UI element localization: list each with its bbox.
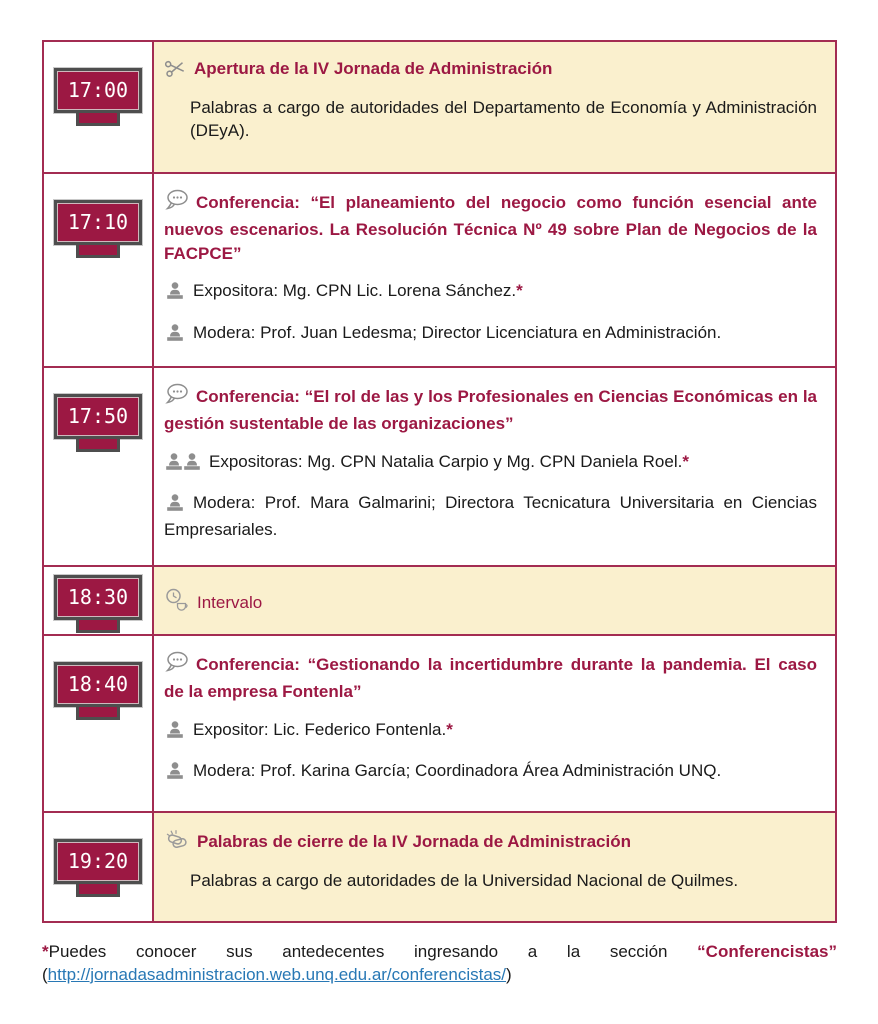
event-title: Palabras de cierre de la IV Jornada de Administración (197, 832, 631, 851)
event-cell (154, 42, 835, 172)
event-cell (154, 174, 835, 366)
detail-text: Modera: Prof. Karina García; Coordinadora Área Administración UNQ. (193, 761, 722, 781)
monitor-stand (76, 620, 120, 633)
time-cell (44, 42, 154, 172)
event-title-line (164, 383, 817, 436)
event-title-line (164, 57, 817, 84)
person-icon (164, 493, 186, 518)
schedule-row (44, 811, 835, 921)
event-title-line (164, 582, 817, 618)
event-title-line (164, 189, 817, 265)
monitor-stand (76, 707, 120, 720)
event-title: Conferencia: “Gestionando la incertidumbre durante la pandemia. El caso de la empresa Fontenla” (164, 655, 817, 702)
event-cell (154, 813, 835, 921)
schedule-row (44, 634, 835, 811)
monitor-icon (54, 68, 142, 126)
schedule-table (42, 40, 837, 923)
time-cell (44, 813, 154, 921)
footer-note (42, 941, 837, 987)
detail-text: Expositoras: Mg. CPN Natalia Carpio y Mg. CPN Daniela Roel. (209, 451, 683, 471)
monitor-icon (54, 200, 142, 258)
conferencistas-link[interactable]: http://jornadasadministracion.web.unq.edu.ar/conferencistas/ (47, 964, 506, 984)
person-icon (164, 323, 186, 348)
asterisk-note: * (516, 281, 523, 301)
applause-icon (164, 828, 190, 857)
detail-text: Expositor: Lic. Federico Fontenla. (193, 719, 447, 739)
time-cell (44, 567, 154, 634)
time-label: 17:10 (67, 210, 129, 234)
asterisk-note: * (682, 451, 689, 471)
detail-text: Modera: Prof. Mara Galmarini; Directora Tecnicatura Universitaria en Ciencias Empresariales. (164, 493, 817, 539)
event-title: Conferencia: “El planeamiento del negocio como función esencial ante nuevos escenarios. La Resolución Técnica Nº 49 sobre Plan de Negocios de la FACPCE” (164, 193, 817, 263)
paren-open: ( (42, 964, 48, 984)
time-label: 18:40 (67, 672, 129, 696)
footer-highlight: “Conferencistas” (697, 942, 837, 961)
person-icon (164, 281, 186, 306)
speech-bubble-icon (164, 189, 189, 218)
person-icon (164, 720, 186, 745)
detail-text: Palabras a cargo de autoridades de la Universidad Nacional de Quilmes. (190, 871, 739, 891)
event-detail (164, 451, 817, 477)
event-cell (154, 567, 835, 634)
monitor-icon (54, 662, 142, 720)
coffee-break-icon (164, 588, 190, 618)
paren-close: ) (506, 964, 512, 984)
schedule-row (44, 366, 835, 565)
event-cell (154, 368, 835, 565)
time-label: 17:00 (67, 78, 129, 102)
time-label: 17:50 (67, 404, 129, 428)
monitor-stand (76, 113, 120, 126)
footer-text: Puedes conocer sus antedecentes ingresando a la sección (48, 942, 668, 961)
asterisk-note: * (446, 719, 453, 739)
person-icon (164, 761, 186, 786)
scissors-icon (164, 58, 187, 84)
monitor-icon (54, 575, 142, 633)
event-detail (164, 760, 817, 786)
event-detail (164, 280, 817, 306)
event-detail (164, 322, 817, 348)
detail-text: Palabras a cargo de autoridades del Departamento de Economía y Administración (DEyA). (190, 98, 817, 140)
schedule-row (44, 172, 835, 366)
event-cell (154, 636, 835, 811)
event-detail (164, 719, 817, 745)
speech-bubble-icon (164, 383, 189, 412)
time-cell (44, 174, 154, 366)
event-title-line (164, 828, 817, 857)
event-detail (164, 870, 817, 892)
monitor-icon (54, 394, 142, 452)
event-title: Conferencia: “El rol de las y los Profesionales en Ciencias Económicas en la gestión sustentable de las organizaciones” (164, 387, 817, 434)
time-cell (44, 368, 154, 565)
two-persons-icon (164, 452, 202, 477)
monitor-stand (76, 245, 120, 258)
event-detail (164, 492, 817, 541)
monitor-stand (76, 884, 120, 897)
event-detail (164, 97, 817, 142)
schedule-row (44, 42, 835, 172)
schedule-row (44, 565, 835, 634)
monitor-stand (76, 439, 120, 452)
event-title-line (164, 651, 817, 704)
footer-asterisk: * (42, 942, 49, 961)
event-title: Apertura de la IV Jornada de Administración (194, 59, 553, 78)
speech-bubble-icon (164, 651, 189, 680)
time-label: 18:30 (67, 585, 129, 609)
time-cell (44, 636, 154, 811)
detail-text: Expositora: Mg. CPN Lic. Lorena Sánchez. (193, 281, 517, 301)
time-label: 19:20 (67, 849, 129, 873)
event-title: Intervalo (197, 593, 263, 612)
monitor-icon (54, 839, 142, 897)
detail-text: Modera: Prof. Juan Ledesma; Director Licenciatura en Administración. (193, 322, 722, 342)
